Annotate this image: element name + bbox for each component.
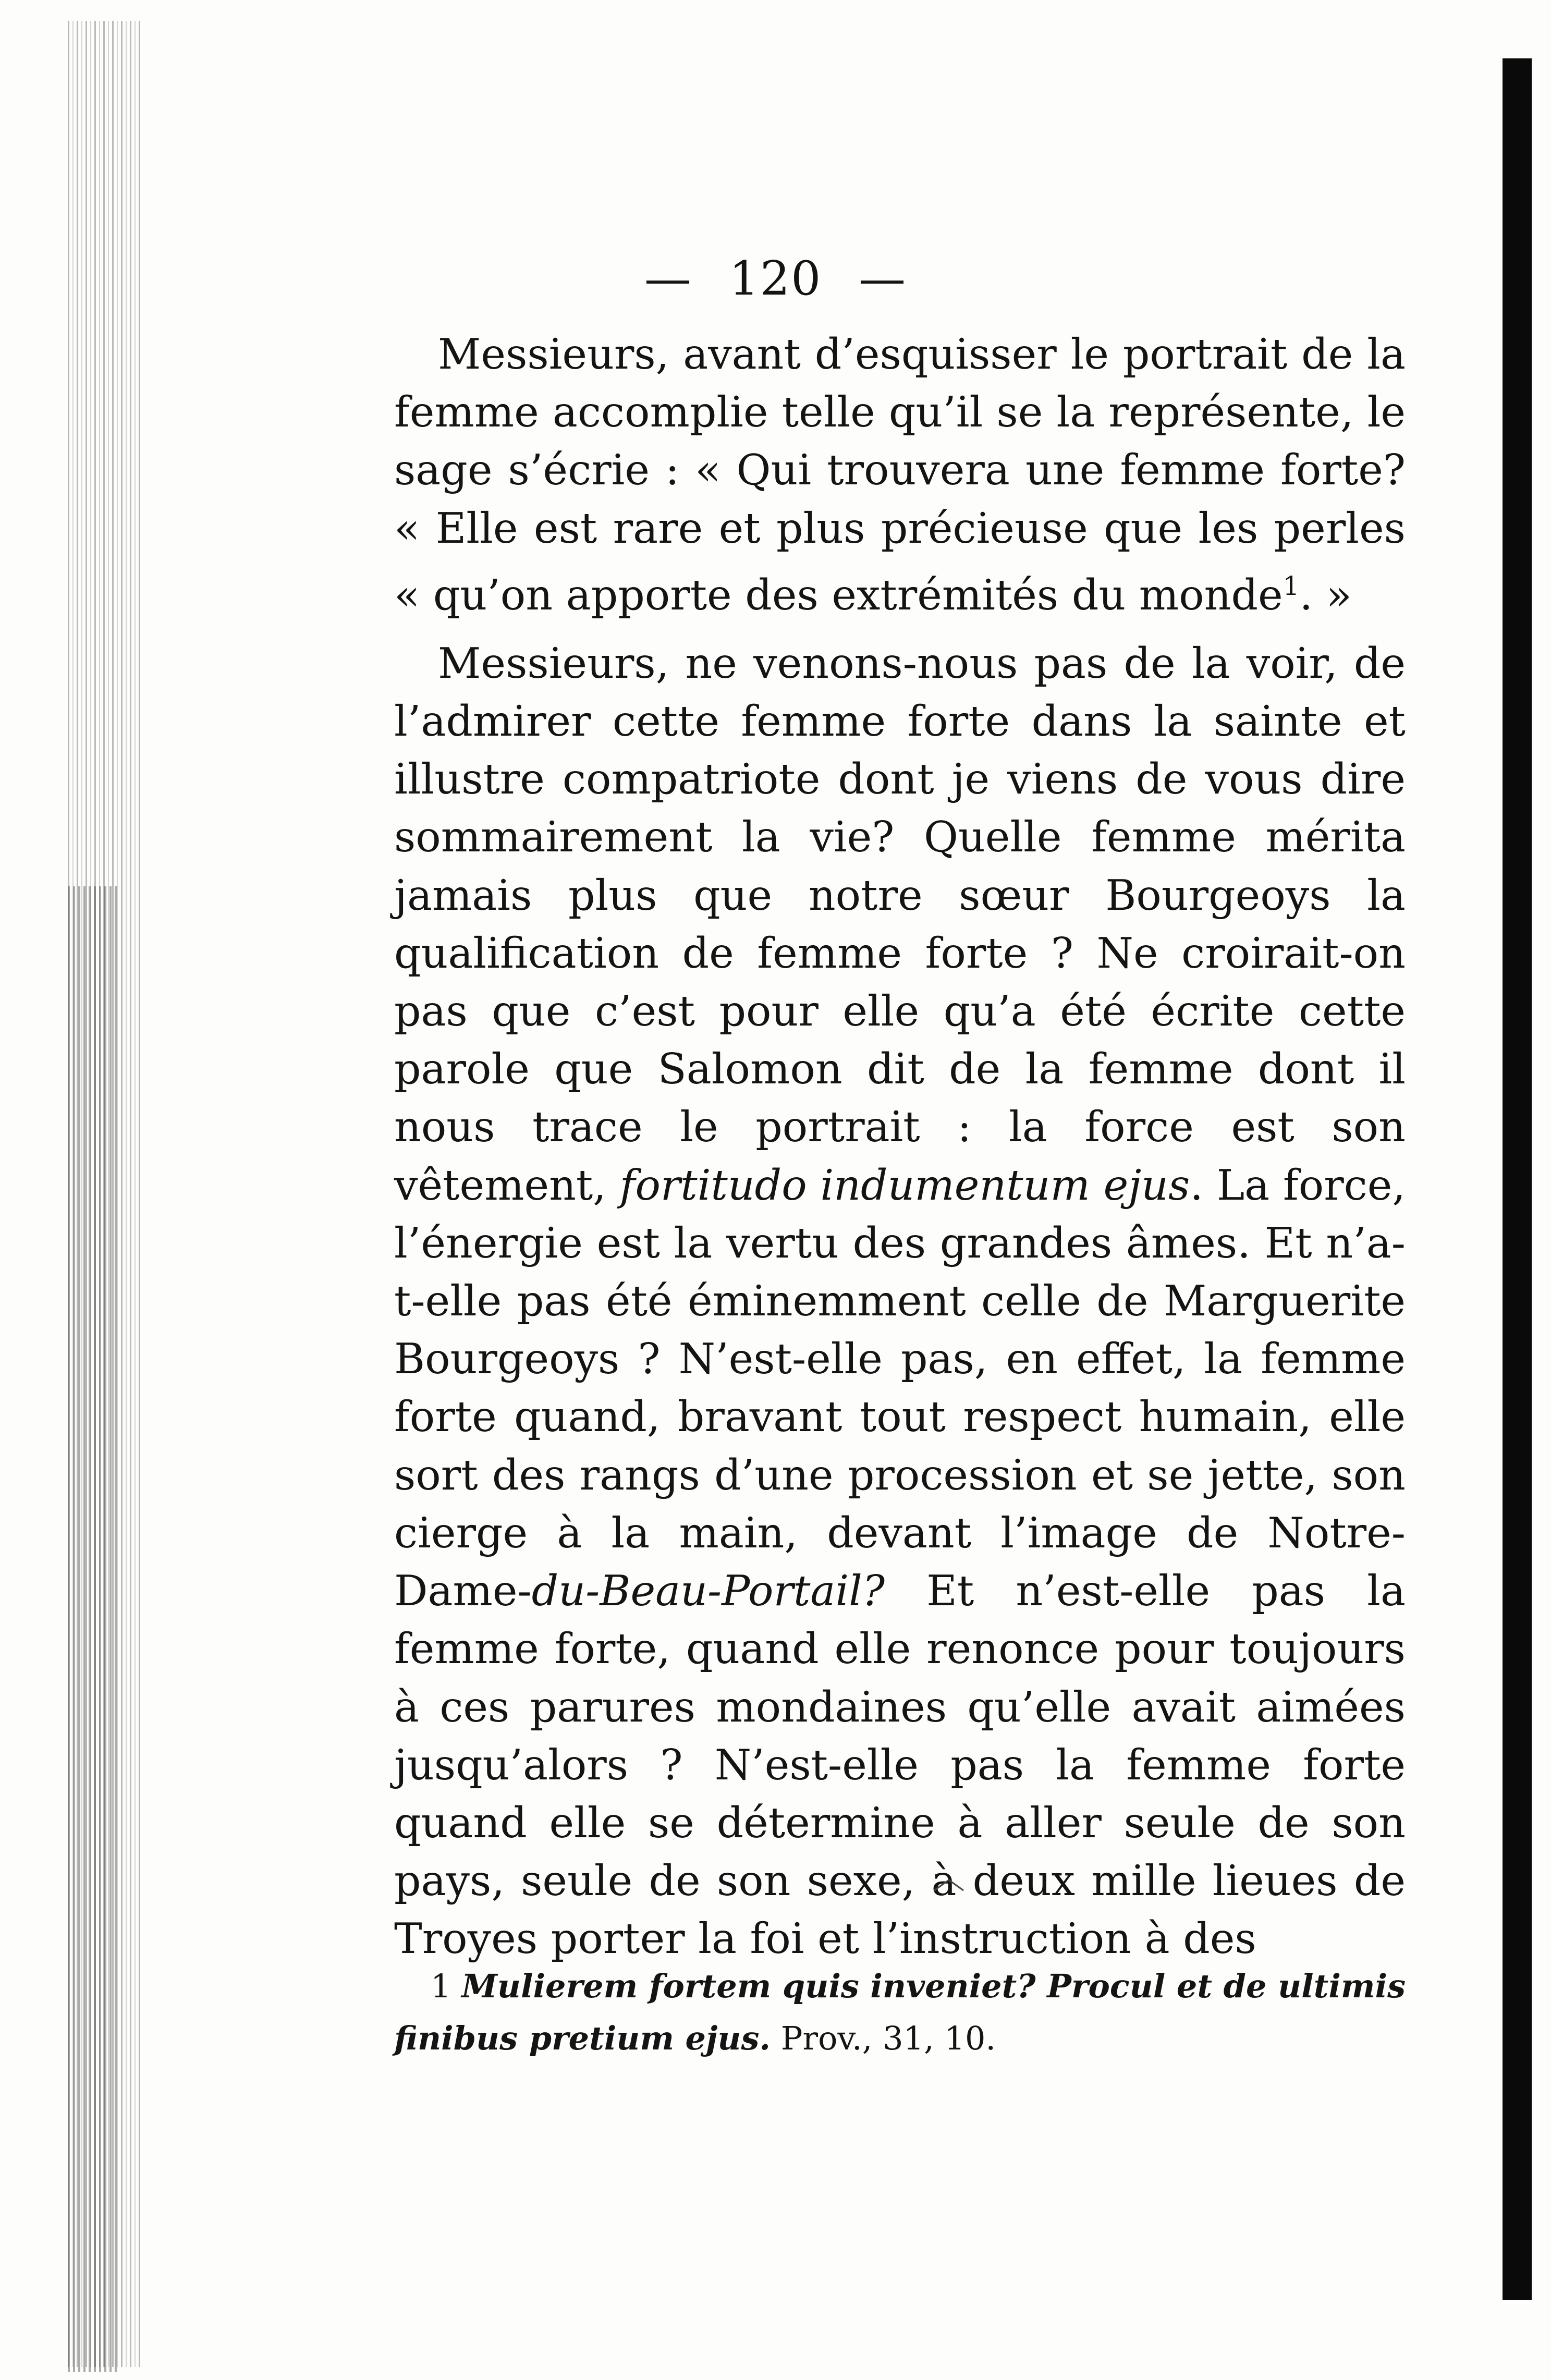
footnote-paragraph <box>394 1960 1406 2065</box>
header-dash-right: — <box>859 251 907 306</box>
paragraph-2-text-a: Messieurs, ne venons-nous pas de la voir, de l’admirer cette femme forte dans la sainte et illustre compatriote dont je viens de vous dire sommairement la vie? Quelle femme mérita jamais plus que notre sœur Bourgeoys la qualification de femme forte ? Ne croirait-on pas que c’est pour elle qu’a été écrite cette parole que Salomon dit de la femme dont il nous trace le portrait : la force est son vêtement, <box>394 638 1406 1210</box>
body-text <box>394 325 1406 1968</box>
binding-edge-shadow <box>68 886 120 2372</box>
footnote-latin-quote: Mulierem fortem quis inveniet? Procul et de ultimis finibus pretium ejus. <box>394 1967 1406 2057</box>
header-dash-left: — <box>644 251 692 306</box>
paragraph-2 <box>394 634 1406 1968</box>
footnote-reference: 1 <box>1283 570 1300 601</box>
paragraph-1-end: . » <box>1299 570 1352 619</box>
page-edge-bar <box>1503 58 1532 2300</box>
footnote <box>394 1960 1406 2065</box>
paragraph-2-place-name: du-Beau-Portail? <box>531 1566 885 1616</box>
footnote-reference-text: Prov., 31, 10. <box>771 2019 996 2057</box>
page-header <box>0 250 1551 308</box>
paragraph-1 <box>394 325 1406 624</box>
page-number: 120 <box>729 251 822 306</box>
paragraph-1-text: Messieurs, avant d’esquisser le portrait de la femme accomplie telle qu’il se la représente, le sage s’écrie : « Qui trouvera une femme forte? « Elle est rare et plus précieuse que les perles « qu’on apporte des extrémités du monde <box>394 329 1406 619</box>
paragraph-2-text-b: . La force, l’énergie est la vertu des grandes âmes. Et n’a-t-elle pas été éminemment celle de Marguerite Bourgeoys ? N’est-elle pas, en effet, la femme forte quand, bravant tout respect humain, elle sort des rangs d’une procession et se jette, son cierge à la main, devant l’image de Notre-Dame- <box>394 1160 1406 1616</box>
paragraph-2-text-c: Et n’est-elle pas la femme forte, quand elle renonce pour toujours à ces parures mondaines qu’elle avait aimées jusqu’alors ? N’est-elle pas la femme forte quand elle se détermine à aller seule de son pays, seule de son sexe, à deux mille lieues de Troyes porter la foi et l’instruction à des <box>394 1566 1406 1963</box>
separator-mark <box>933 1877 964 1893</box>
footnote-number: 1 <box>431 1967 451 2005</box>
paragraph-2-latin: fortitudo indumentum ejus <box>619 1160 1190 1210</box>
